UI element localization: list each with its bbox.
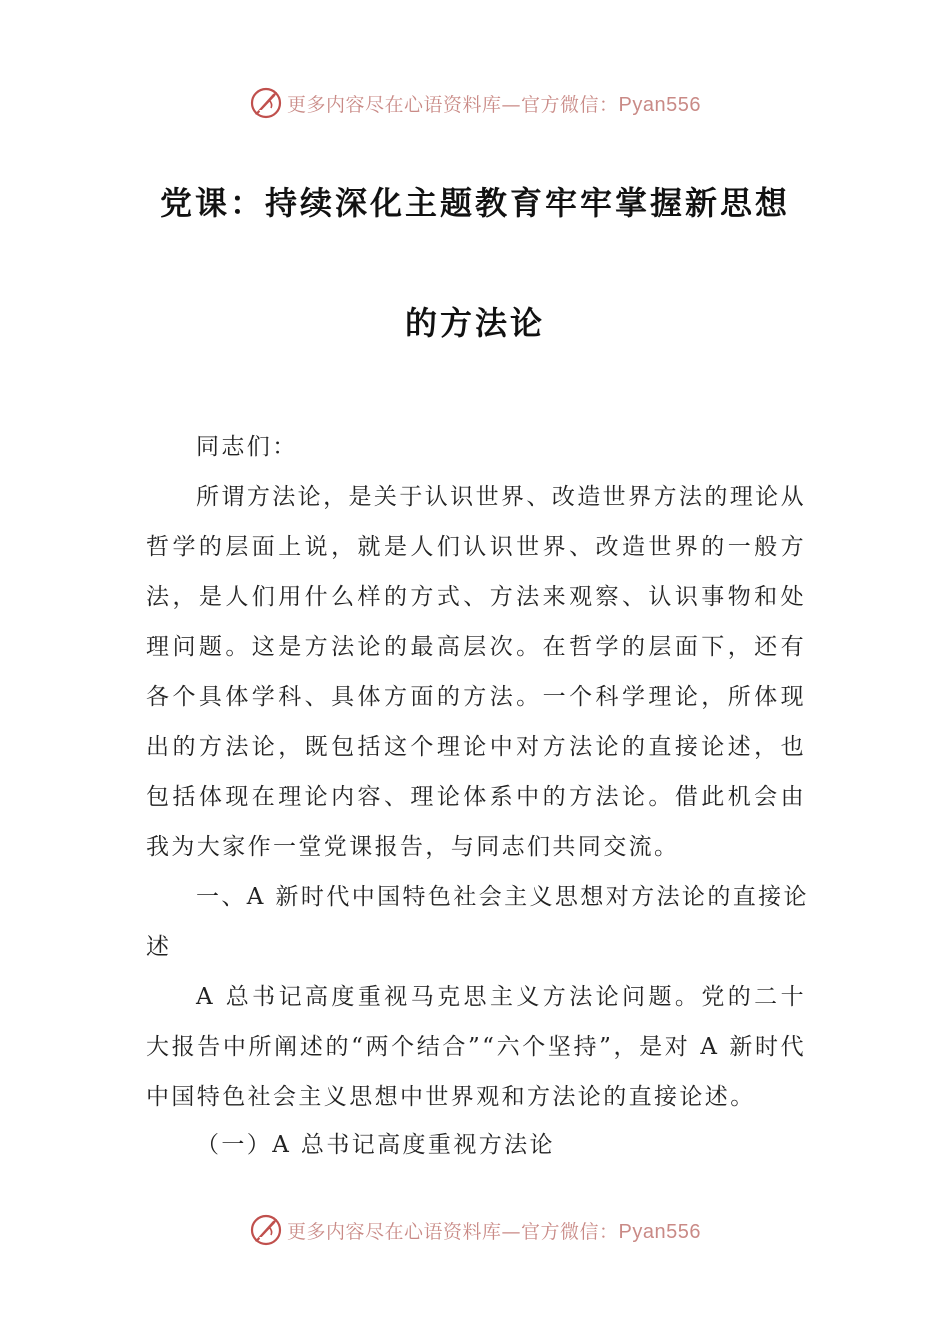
section-1-heading-line-1: 一、A 新时代中国特色社会主义思想对方法论的直接论 — [196, 884, 809, 910]
watermark-contact-label: 官方微信： — [521, 1220, 619, 1243]
section-1-heading-line-2: 述 — [146, 934, 172, 960]
watermark-separator: — — [501, 93, 522, 116]
watermark-contact-id: Pyan556 — [618, 93, 701, 116]
header-watermark — [0, 83, 950, 123]
watermark-site-text: 更多内容尽在心语资料库 — [287, 93, 502, 116]
watermark-text — [287, 1217, 701, 1244]
watermark-separator: — — [501, 1220, 522, 1243]
section-1-paragraph: A 总书记高度重视马克思主义方法论问题。党的二十大报告中所阐述的“两个结合”“六个坚持”，是对 A 新时代中国特色社会主义思想中世界观和方法论的直接论述。 — [146, 984, 806, 1110]
watermark-contact-label: 官方微信： — [521, 93, 619, 116]
quill-pen-logo-icon — [249, 1213, 283, 1247]
watermark-contact-id: Pyan556 — [618, 1220, 701, 1243]
document-title-line-1: 党课：持续深化主题教育牢牢掌握新思想 — [159, 184, 790, 222]
quill-pen-logo-icon — [249, 86, 283, 120]
intro-paragraph: 所谓方法论，是关于认识世界、改造世界方法的理论从哲学的层面上说，就是人们认识世界、改造世界的一般方法，是人们用什么样的方式、方法来观察、认识事物和处理问题。这是方法论的最高层次。在哲学的层面下，还有各个具体学科、具体方面的方法。一个科学理论，所体现出的方法论，既包括这个理论中对方法论的直接论述，也包括体现在理论内容、理论体系中的方法论。借此机会由我为大家作一堂党课报告，与同志们共同交流。 — [146, 484, 806, 860]
document-title-line-2: 的方法论 — [404, 304, 545, 342]
watermark-text — [287, 90, 701, 117]
subsection-1-heading: （一）A 总书记高度重视方法论 — [196, 1132, 555, 1158]
watermark-site-text: 更多内容尽在心语资料库 — [287, 1220, 502, 1243]
footer-watermark — [0, 1210, 950, 1250]
salutation: 同志们： — [196, 434, 298, 460]
